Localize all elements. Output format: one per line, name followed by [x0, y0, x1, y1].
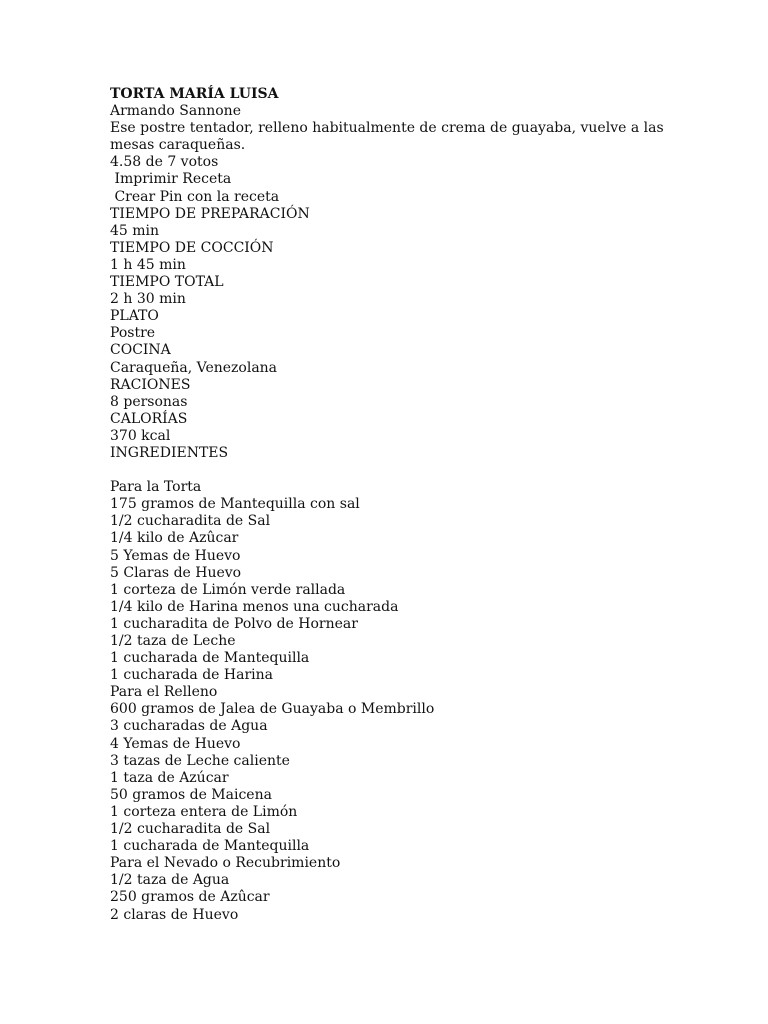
ingredient-line: 1 cucharada de Mantequilla	[110, 838, 310, 855]
ingredient-line: 3 tazas de Leche caliente	[110, 752, 290, 769]
ingredient-line: 2 claras de Huevo	[110, 906, 239, 923]
spacer	[110, 462, 710, 479]
recipe-description: Ese postre tentador, relleno habitualmente de crema de guayaba, vuelve a las mesas caraqueñas.	[110, 120, 664, 154]
ingredient-line: 1/4 kilo de Harina menos una cucharada	[110, 598, 399, 615]
servings-label: RACIONES	[110, 376, 191, 393]
document-page	[110, 86, 710, 924]
create-pin-link: Crear Pin con la receta	[110, 188, 280, 205]
relleno-heading: Para el Relleno	[110, 684, 218, 701]
ingredient-line: 1/4 kilo de Azûcar	[110, 530, 239, 547]
ingredient-line: 4 Yemas de Huevo	[110, 735, 241, 752]
ingredient-line: 1 cucharadita de Polvo de Hornear	[110, 615, 358, 632]
ingredient-line: 175 gramos de Mantequilla con sal	[110, 496, 360, 513]
prep-time-value: 45 min	[110, 222, 160, 239]
ingredient-line: 1 corteza entera de Limón	[110, 803, 298, 820]
ingredient-line: 1 cucharada de Harina	[110, 667, 274, 684]
torta-heading: Para la Torta	[110, 479, 202, 496]
calories-label: CALORÍAS	[110, 410, 188, 427]
cuisine-value: Caraqueña, Venezolana	[110, 359, 278, 376]
prep-time-label: TIEMPO DE PREPARACIÓN	[110, 205, 310, 222]
dish-value: Postre	[110, 325, 156, 342]
cook-time-value: 1 h 45 min	[110, 256, 186, 273]
ingredient-line: 250 gramos de Azûcar	[110, 889, 270, 906]
ingredient-line: 1/2 cucharadita de Sal	[110, 513, 271, 530]
total-time-label: TIEMPO TOTAL	[110, 274, 224, 291]
dish-label: PLATO	[110, 308, 159, 325]
ingredient-line: 50 gramos de Maicena	[110, 786, 272, 803]
ingredient-line: 5 Yemas de Huevo	[110, 547, 241, 564]
nevado-heading: Para el Nevado o Recubrimiento	[110, 855, 341, 872]
recipe-title: TORTA MARÍA LUISA	[110, 86, 279, 102]
ingredient-line: 600 gramos de Jalea de Guayaba o Membrillo	[110, 701, 435, 718]
ingredient-line: 1 corteza de Limón verde rallada	[110, 581, 346, 598]
ingredient-line: 1/2 cucharadita de Sal	[110, 821, 271, 838]
calories-value: 370 kcal	[110, 427, 171, 444]
ingredient-line: 3 cucharadas de Agua	[110, 718, 268, 735]
ingredient-line: 1 cucharada de Mantequilla	[110, 650, 310, 667]
total-time-value: 2 h 30 min	[110, 291, 186, 308]
servings-value: 8 personas	[110, 393, 188, 410]
recipe-author: Armando Sannone	[110, 103, 241, 120]
recipe-rating: 4.58 de 7 votos	[110, 154, 219, 171]
ingredient-line: 1/2 taza de Agua	[110, 872, 230, 889]
ingredient-line: 1/2 taza de Leche	[110, 633, 236, 649]
ingredient-line: 1 taza de Azúcar	[110, 769, 229, 786]
print-recipe-link: Imprimir Receta	[110, 171, 232, 188]
cuisine-label: COCINA	[110, 342, 171, 359]
ingredient-line: 5 Claras de Huevo	[110, 564, 242, 581]
cook-time-label: TIEMPO DE COCCIÓN	[110, 239, 274, 256]
ingredients-heading: INGREDIENTES	[110, 444, 229, 461]
